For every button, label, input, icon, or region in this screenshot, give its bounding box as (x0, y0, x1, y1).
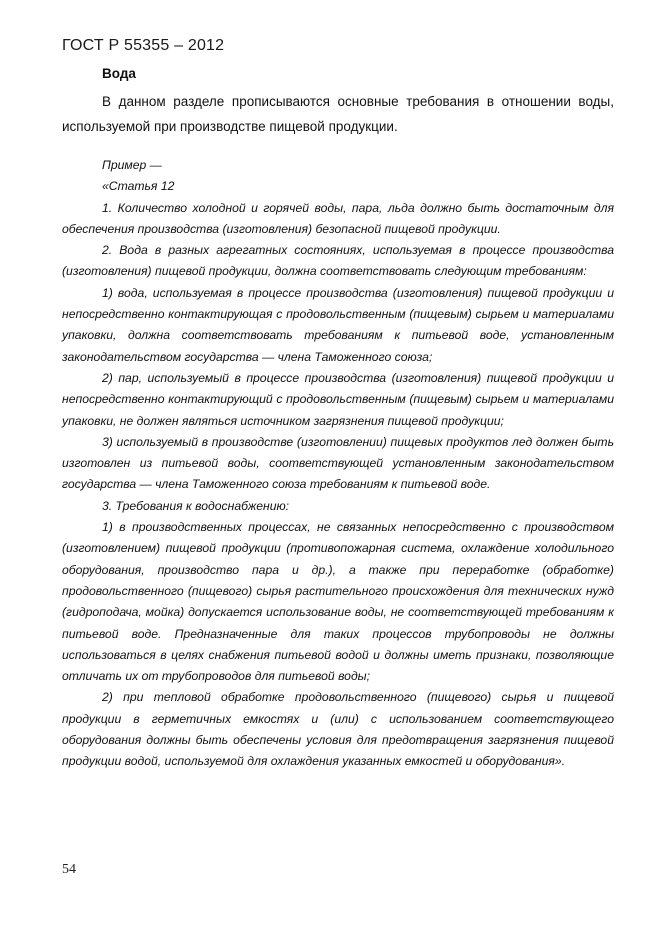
paragraph-2-item-3: 3) используемый в производстве (изготовлении) пищевых продуктов лед должен быть изготовлен из питьевой воды, соответствующей установленным законодательством государства — члена Таможенного союза требованиям к питьевой воде. (62, 434, 614, 492)
document-code-header: ГОСТ Р 55355 – 2012 (62, 37, 225, 54)
article-heading: «Статья 12 (102, 179, 175, 194)
paragraph-1: 1. Количество холодной и горячей воды, пара, льда должно быть достаточным для обеспечения производства (изготовления) безопасной пищевой продукции. (62, 200, 614, 236)
page-number: 54 (62, 862, 76, 877)
section-intro: В данном разделе прописываются основные требования в отношении воды, используемой при производстве пищевой продукции. (62, 94, 614, 134)
page-content (62, 65, 614, 773)
paragraph-3-item-1: 1) в производственных процессах, не связанных непосредственно с производством (изготовлением) пищевой продукции (противопожарная система, охлаждение холодильного оборудования, производство пара и др.), а также при переработке (обработке) продовольственного (пищевого) сырья растительного происхождения для технических нужд (гидроподача, мойка) допускается использование воды, не соответствующей требованиям к питьевой воде. Предназначенные для таких процессов трубопроводы не должны использоваться в целях снабжения питьевой водой и должны иметь признаки, позволяющие отличать их от трубопроводов для питьевой воды; (62, 520, 614, 684)
paragraph-2-item-2: 2) пар, используемый в процессе производства (изготовления) пищевой продукции и непосредственно контактирующий с продовольственным (пищевым) сырьем и материалами упаковки, не должен являться источником загрязнения пищевой продукции; (62, 370, 614, 428)
example-block (62, 155, 614, 773)
paragraph-2: 2. Вода в разных агрегатных состояниях, используемая в процессе производства (изготовления) пищевой продукции, должна соответствовать следующим требованиям: (62, 243, 614, 279)
paragraph-2-item-1: 1) вода, используемая в процессе производства (изготовления) пищевой продукции и непосредственно контактирующая с продовольственным (пищевым) сырьем и материалами упаковки, должна соответствовать требованиям к питьевой воде, установленным законодательством государства — члена Таможенного союза; (62, 285, 614, 364)
paragraph-3: 3. Требования к водоснабжению: (102, 498, 290, 513)
example-label: Пример — (102, 158, 162, 172)
paragraph-3-item-2: 2) при тепловой обработке продовольственного (пищевого) сырья и пищевой продукции в герметичных емкостях и (или) с использованием соответствующего оборудования должны быть обеспечены условия для предотвращения загрязнения пищевой продукции водой, используемой для охлаждения указанных емкостей и оборудования». (62, 690, 614, 769)
section-title: Вода (102, 66, 136, 81)
